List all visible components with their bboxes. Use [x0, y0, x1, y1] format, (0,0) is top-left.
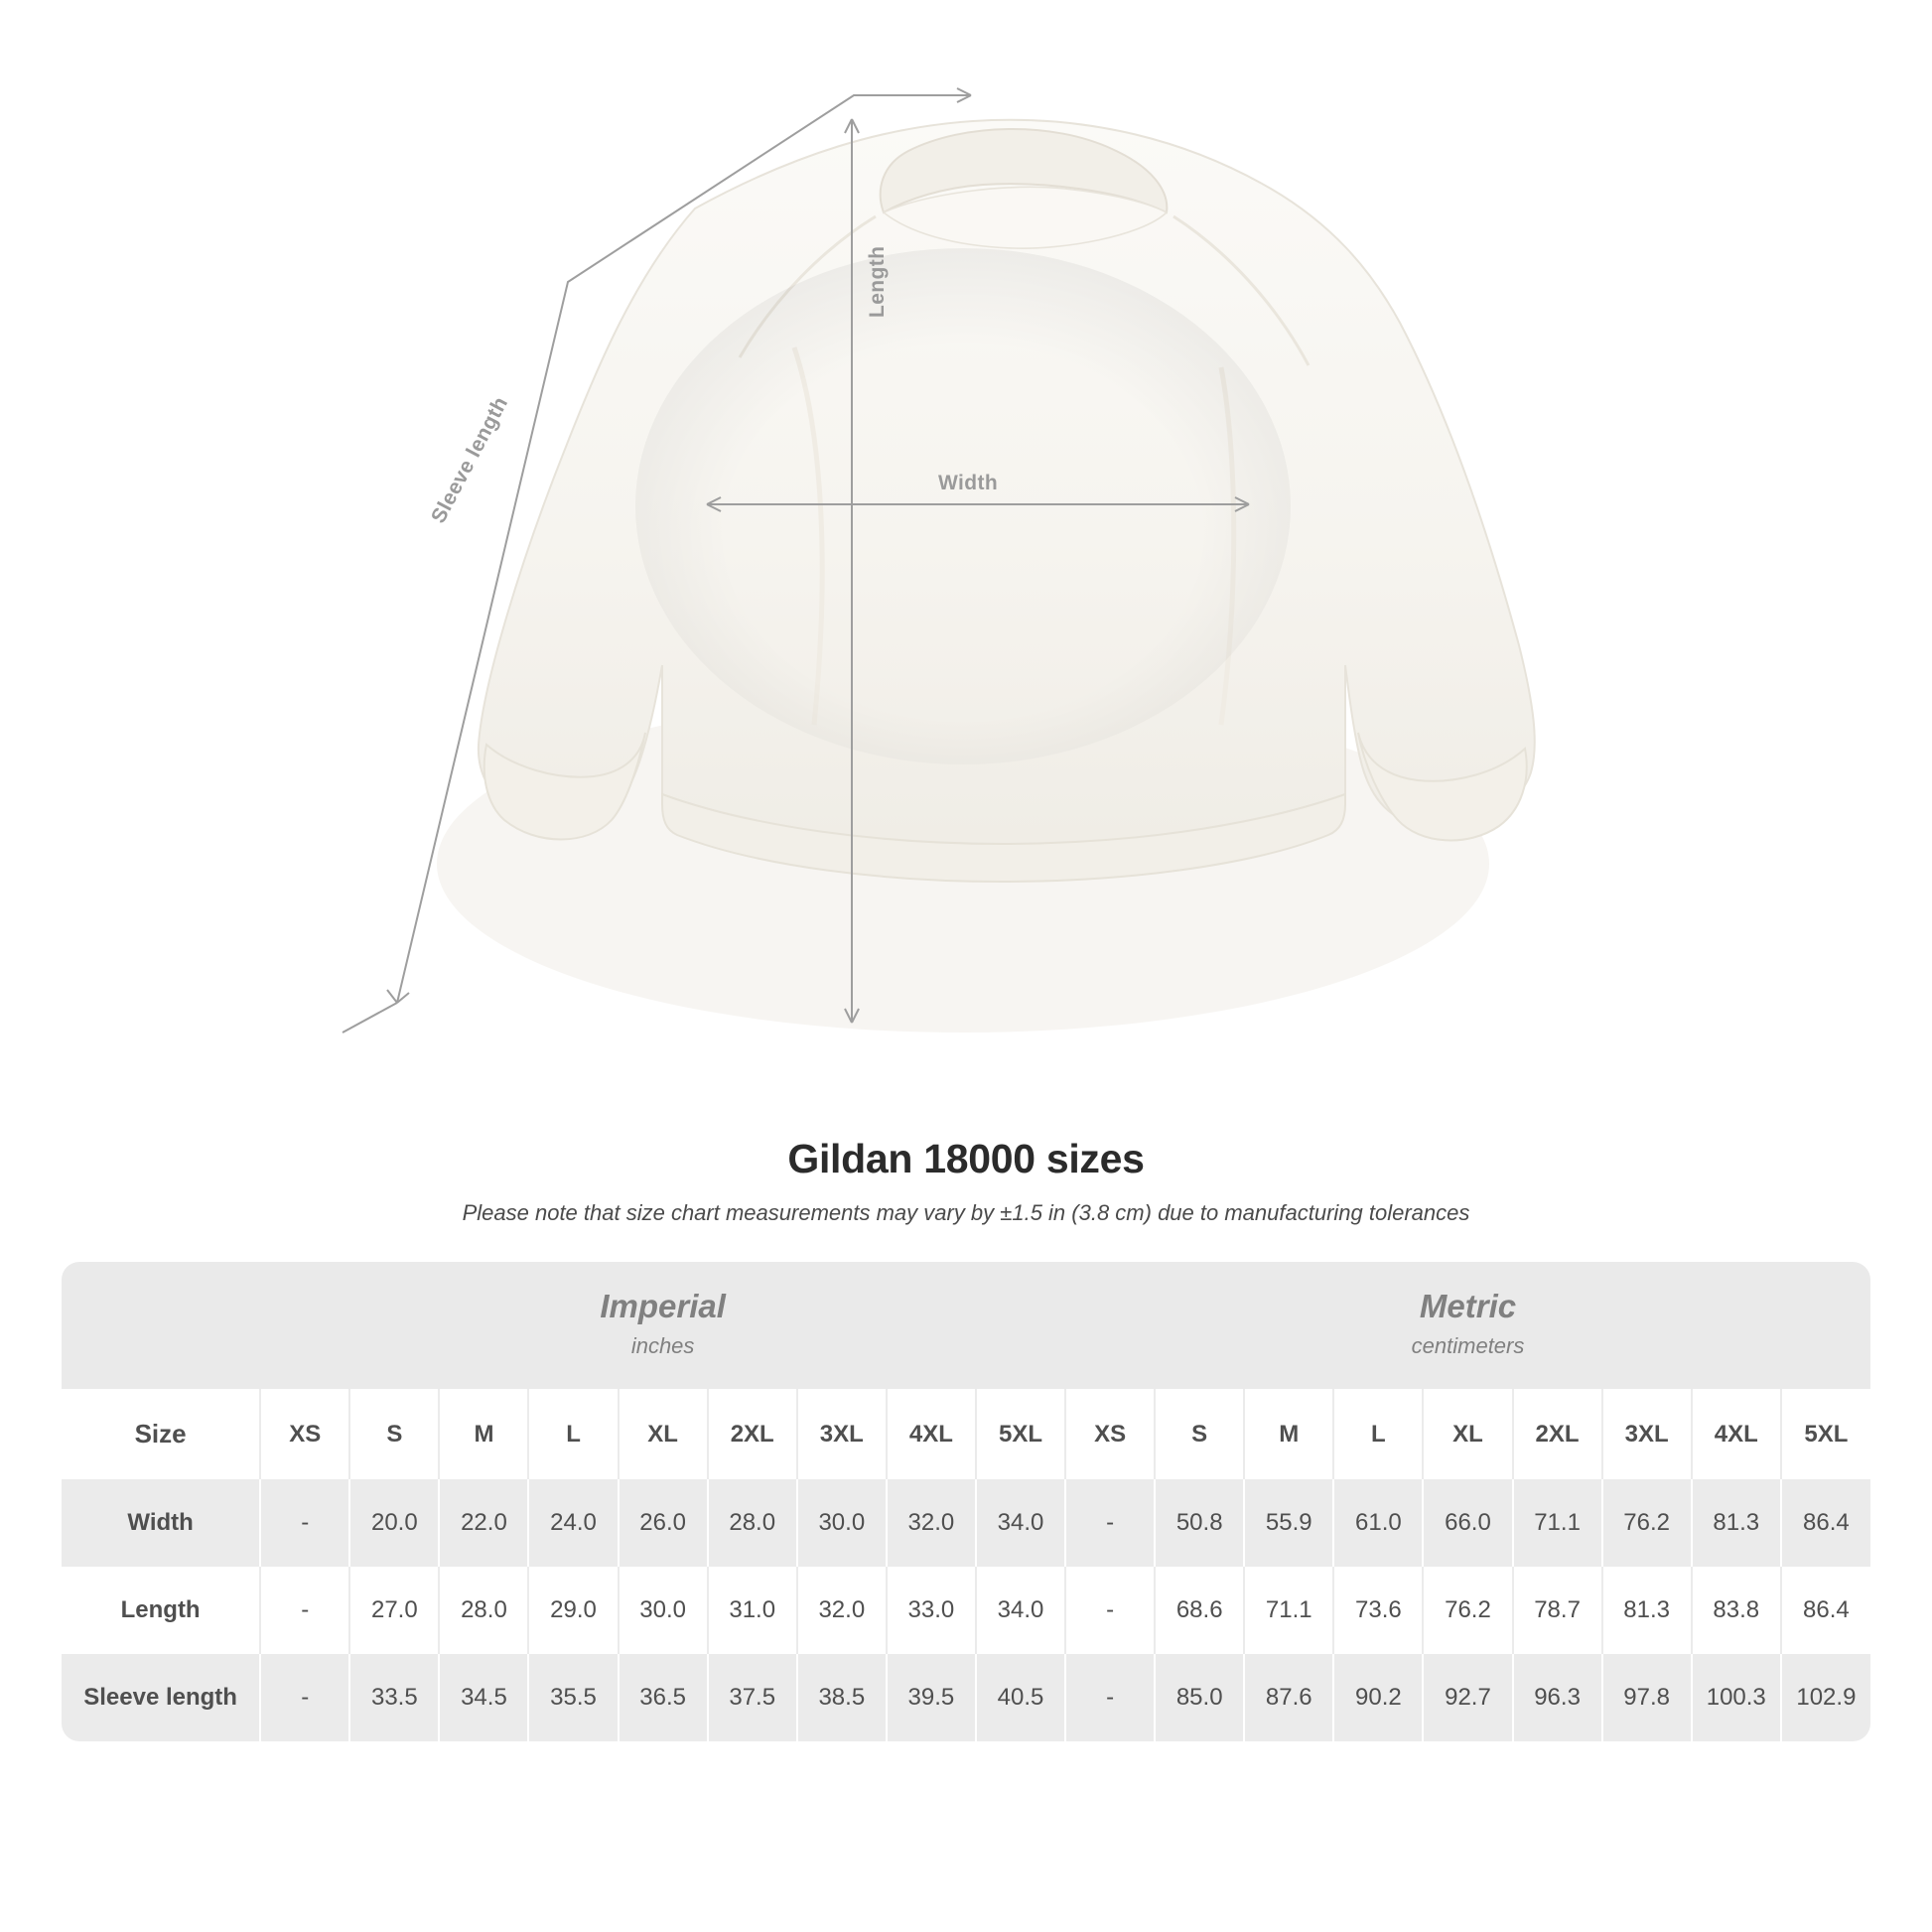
size-table: [62, 1262, 1870, 1741]
cell-length-l-in: 29.0: [528, 1567, 618, 1654]
title-block: [0, 1136, 1932, 1226]
cell-sleeve-length-xl-in: 36.5: [619, 1654, 708, 1741]
cell-sleeve-length-xs-cm: -: [1065, 1654, 1155, 1741]
unit-group-2: [1065, 1262, 1870, 1389]
cell-sleeve-length-2xl-in: 37.5: [708, 1654, 797, 1741]
cell-width-4xl-in: 32.0: [887, 1479, 976, 1567]
cell-width-m-cm: 55.9: [1244, 1479, 1333, 1567]
header-size-label: Size: [62, 1389, 260, 1479]
cell-length-3xl-cm: 81.3: [1602, 1567, 1692, 1654]
unit-blank-cell: [62, 1262, 260, 1389]
cell-width-xl-in: 26.0: [619, 1479, 708, 1567]
unit-banner-row: [62, 1262, 1870, 1389]
header-size-5xl-imperial: 5XL: [976, 1389, 1065, 1479]
cell-sleeve-length-4xl-cm: 100.3: [1692, 1654, 1781, 1741]
cell-width-2xl-in: 28.0: [708, 1479, 797, 1567]
cell-length-4xl-cm: 83.8: [1692, 1567, 1781, 1654]
cell-sleeve-length-s-cm: 85.0: [1155, 1654, 1244, 1741]
cell-width-s-cm: 50.8: [1155, 1479, 1244, 1567]
cell-length-s-cm: 68.6: [1155, 1567, 1244, 1654]
cell-length-s-in: 27.0: [349, 1567, 439, 1654]
header-size-xs-imperial: XS: [260, 1389, 349, 1479]
cell-width-l-cm: 61.0: [1333, 1479, 1423, 1567]
header-size-l-imperial: L: [528, 1389, 618, 1479]
header-size-xl-imperial: XL: [619, 1389, 708, 1479]
header-size-3xl-imperial: 3XL: [797, 1389, 887, 1479]
cell-width-l-in: 24.0: [528, 1479, 618, 1567]
cell-width-s-in: 20.0: [349, 1479, 439, 1567]
table-row: [62, 1567, 1870, 1654]
header-size-m-metric: M: [1244, 1389, 1333, 1479]
cell-width-5xl-in: 34.0: [976, 1479, 1065, 1567]
table-header-row: [62, 1389, 1870, 1479]
cell-sleeve-length-4xl-in: 39.5: [887, 1654, 976, 1741]
unit-measure-name: centimeters: [1411, 1333, 1525, 1358]
size-chart-table: [62, 1262, 1870, 1741]
header-size-s-metric: S: [1155, 1389, 1244, 1479]
cell-sleeve-length-xs-in: -: [260, 1654, 349, 1741]
cell-width-m-in: 22.0: [439, 1479, 528, 1567]
header-size-5xl-metric: 5XL: [1781, 1389, 1870, 1479]
header-size-xs-metric: XS: [1065, 1389, 1155, 1479]
cell-length-xs-in: -: [260, 1567, 349, 1654]
page-title: Gildan 18000 sizes: [787, 1136, 1145, 1181]
cell-length-xl-cm: 76.2: [1423, 1567, 1512, 1654]
cell-length-5xl-in: 34.0: [976, 1567, 1065, 1654]
header-size-4xl-metric: 4XL: [1692, 1389, 1781, 1479]
cell-length-l-cm: 73.6: [1333, 1567, 1423, 1654]
cell-width-xs-cm: -: [1065, 1479, 1155, 1567]
cell-sleeve-length-2xl-cm: 96.3: [1513, 1654, 1602, 1741]
cell-sleeve-length-m-cm: 87.6: [1244, 1654, 1333, 1741]
cell-sleeve-length-5xl-cm: 102.9: [1781, 1654, 1870, 1741]
cell-length-xl-in: 30.0: [619, 1567, 708, 1654]
cell-sleeve-length-m-in: 34.5: [439, 1654, 528, 1741]
cell-length-4xl-in: 33.0: [887, 1567, 976, 1654]
header-size-l-metric: L: [1333, 1389, 1423, 1479]
label-sleeve-length: Sleeve length: [427, 392, 513, 527]
header-size-xl-metric: XL: [1423, 1389, 1512, 1479]
cell-width-3xl-in: 30.0: [797, 1479, 887, 1567]
cell-length-m-cm: 71.1: [1244, 1567, 1333, 1654]
table-row: [62, 1479, 1870, 1567]
header-size-m-imperial: M: [439, 1389, 528, 1479]
cell-length-2xl-cm: 78.7: [1513, 1567, 1602, 1654]
cell-sleeve-length-3xl-in: 38.5: [797, 1654, 887, 1741]
cell-width-3xl-cm: 76.2: [1602, 1479, 1692, 1567]
cell-sleeve-length-5xl-in: 40.5: [976, 1654, 1065, 1741]
cell-length-m-in: 28.0: [439, 1567, 528, 1654]
label-length: Length: [866, 245, 889, 318]
cell-sleeve-length-l-in: 35.5: [528, 1654, 618, 1741]
row-label-length: Length: [62, 1567, 260, 1654]
cell-sleeve-length-3xl-cm: 97.8: [1602, 1654, 1692, 1741]
cell-width-2xl-cm: 71.1: [1513, 1479, 1602, 1567]
tolerance-note: Please note that size chart measurements may vary by ±1.5 in (3.8 cm) due to manufacturing tolerances: [462, 1200, 1470, 1225]
cell-length-3xl-in: 32.0: [797, 1567, 887, 1654]
cell-sleeve-length-s-in: 33.5: [349, 1654, 439, 1741]
header-size-3xl-metric: 3XL: [1602, 1389, 1692, 1479]
cell-width-5xl-cm: 86.4: [1781, 1479, 1870, 1567]
unit-system-name: Imperial: [600, 1288, 726, 1324]
cell-length-5xl-cm: 86.4: [1781, 1567, 1870, 1654]
row-label-sleeve-length: Sleeve length: [62, 1654, 260, 1741]
unit-group-1: [260, 1262, 1065, 1389]
unit-measure-name: inches: [630, 1333, 695, 1358]
unit-system-name: Metric: [1419, 1288, 1517, 1324]
cell-sleeve-length-l-cm: 90.2: [1333, 1654, 1423, 1741]
cell-sleeve-length-xl-cm: 92.7: [1423, 1654, 1512, 1741]
header-size-2xl-imperial: 2XL: [708, 1389, 797, 1479]
cell-width-4xl-cm: 81.3: [1692, 1479, 1781, 1567]
label-width: Width: [938, 472, 999, 494]
cell-width-xl-cm: 66.0: [1423, 1479, 1512, 1567]
header-size-2xl-metric: 2XL: [1513, 1389, 1602, 1479]
header-size-4xl-imperial: 4XL: [887, 1389, 976, 1479]
header-size-s-imperial: S: [349, 1389, 439, 1479]
row-label-width: Width: [62, 1479, 260, 1567]
cell-width-xs-in: -: [260, 1479, 349, 1567]
cell-length-2xl-in: 31.0: [708, 1567, 797, 1654]
cell-length-xs-cm: -: [1065, 1567, 1155, 1654]
table-row: [62, 1654, 1870, 1741]
